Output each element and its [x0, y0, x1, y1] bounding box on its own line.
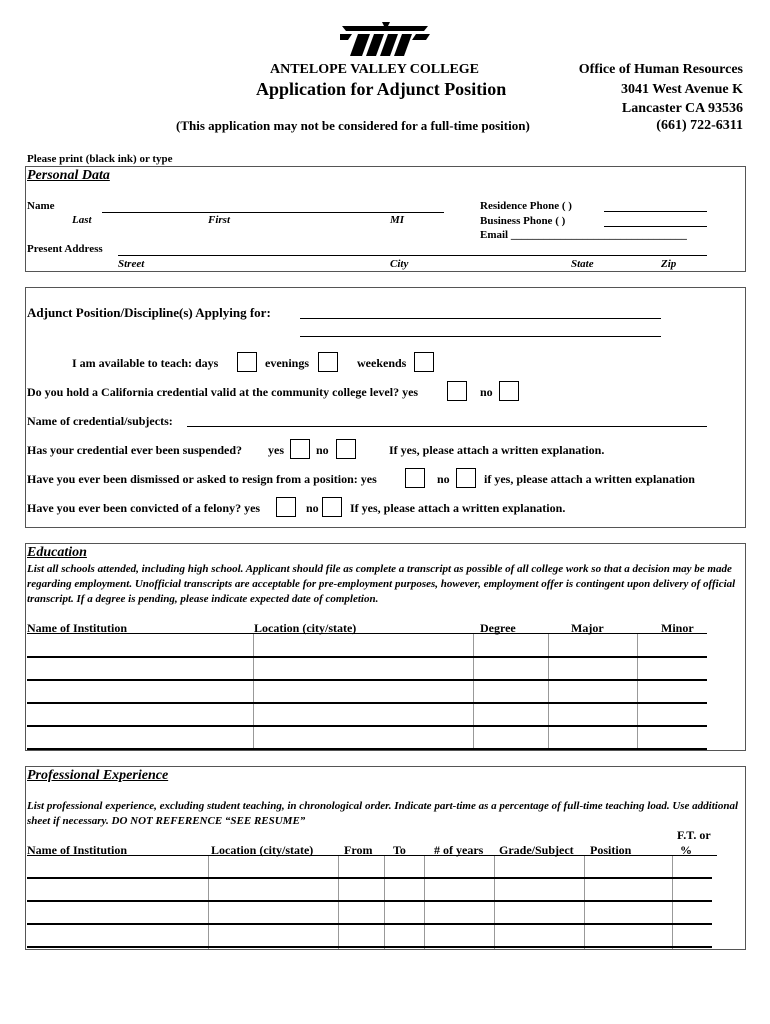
experience-title: Professional Experience	[27, 768, 169, 783]
exp-col-divider	[384, 856, 385, 949]
education-title: Education	[27, 545, 87, 560]
education-note: List all schools attended, including high school. Applicant should file as complete a transcript as possible of all college work so that a decision may be made regarding employment. Unofficial transcripts are acceptable for pre-employment purposes, however, employment offer is contingent upon delivery of official transcript. If a degree is pending, please indicate expected date of completion.	[27, 563, 736, 605]
suspended-no-label: no	[316, 443, 329, 457]
exp-col-position: Position	[590, 843, 632, 857]
exp-col-divider	[208, 856, 209, 949]
exp-col-divider	[424, 856, 425, 949]
edu-col-minor: Minor	[661, 621, 694, 635]
table-row[interactable]	[27, 702, 707, 704]
exp-col-grade: Grade/Subject	[499, 843, 574, 857]
experience-note: List professional experience, excluding student teaching, in chronological order. Indicate part-time as a percentage of full-time teaching load. Use additional sheet if necessary. DO NOT REFERENCE “SEE RESUME”	[27, 800, 739, 827]
table-row[interactable]	[27, 946, 712, 948]
suspended-no-checkbox[interactable]	[336, 439, 356, 459]
middle-initial-label: MI	[390, 214, 405, 226]
dismissed-yes-checkbox[interactable]	[405, 468, 425, 488]
form-title: Application for Adjunct Position	[256, 79, 507, 99]
edu-col-institution: Name of Institution	[27, 621, 128, 635]
position-section	[25, 287, 746, 528]
college-name: ANTELOPE VALLEY COLLEGE	[270, 62, 480, 77]
table-row[interactable]	[27, 923, 712, 925]
edu-col-location: Location (city/state)	[254, 621, 357, 635]
edu-col-degree: Degree	[480, 621, 516, 635]
exp-col-institution: Name of Institution	[27, 843, 128, 857]
business-phone-label: Business Phone ( )	[480, 215, 566, 227]
suspended-note: If yes, please attach a written explanation.	[389, 443, 605, 457]
edu-col-divider	[473, 634, 474, 750]
exp-col-divider	[584, 856, 585, 949]
office-street: 3041 West Avenue K	[621, 82, 743, 97]
edu-col-divider	[548, 634, 549, 750]
email-label: Email ________________________________	[480, 229, 687, 241]
felony-no-checkbox[interactable]	[322, 497, 342, 517]
exp-header-rule	[27, 855, 717, 856]
dismissed-no-label: no	[437, 472, 450, 486]
felony-no-label: no	[306, 501, 319, 515]
exp-col-years: # of years	[434, 843, 484, 857]
dismissed-no-checkbox[interactable]	[456, 468, 476, 488]
last-name-label: Last	[72, 214, 92, 226]
college-logo	[338, 22, 432, 60]
street-label: Street	[118, 258, 145, 270]
table-row[interactable]	[27, 748, 707, 750]
residence-phone-label: Residence Phone ( )	[480, 200, 572, 212]
applying-for-field-2[interactable]	[300, 336, 661, 337]
applying-for-label: Adjunct Position/Discipline(s) Applying for:	[27, 305, 271, 320]
print-instruction: Please print (black ink) or type	[27, 153, 173, 165]
credential-name-label: Name of credential/subjects:	[27, 414, 173, 428]
evenings-checkbox[interactable]	[318, 352, 338, 372]
exp-col-divider	[672, 856, 673, 949]
felony-question: Have you ever been convicted of a felony? yes	[27, 501, 261, 515]
form-subtitle: (This application may not be considered for a full-time position)	[176, 118, 530, 133]
dismissed-question: Have you ever been dismissed or asked to resign from a position: yes	[27, 472, 377, 486]
credential-no-checkbox[interactable]	[499, 381, 519, 401]
office-phone: (661) 722-6311	[656, 118, 743, 133]
weekends-label: weekends	[357, 356, 407, 370]
office-name: Office of Human Resources	[578, 62, 743, 77]
city-label: City	[390, 258, 409, 270]
exp-col-divider	[338, 856, 339, 949]
percent-label: %	[680, 843, 692, 857]
days-checkbox[interactable]	[237, 352, 257, 372]
exp-col-divider	[494, 856, 495, 949]
felony-note: If yes, please attach a written explanation.	[350, 501, 566, 515]
table-row[interactable]	[27, 900, 712, 902]
exp-col-to: To	[393, 843, 406, 857]
credential-name-field[interactable]	[187, 426, 707, 427]
address-label: Present Address	[27, 243, 103, 255]
edu-col-divider	[637, 634, 638, 750]
credential-yes-checkbox[interactable]	[447, 381, 467, 401]
address-field[interactable]	[118, 255, 707, 256]
edu-header-rule	[27, 633, 707, 634]
evenings-label: evenings	[265, 356, 310, 370]
exp-col-location: Location (city/state)	[211, 843, 314, 857]
credential-no-label: no	[480, 385, 493, 399]
applying-for-field[interactable]	[300, 318, 661, 319]
suspended-yes-label: yes	[268, 443, 284, 457]
zip-label: Zip	[661, 258, 677, 270]
suspended-question: Has your credential ever been suspended?	[27, 443, 243, 457]
table-row[interactable]	[27, 656, 707, 658]
name-field[interactable]	[102, 212, 444, 213]
dismissed-note: if yes, please attach a written explanation	[484, 472, 695, 486]
edu-col-major: Major	[571, 621, 604, 635]
felony-yes-checkbox[interactable]	[276, 497, 296, 517]
exp-col-from: From	[344, 843, 373, 857]
credential-question: Do you hold a California credential valid at the community college level? yes	[27, 385, 419, 399]
residence-phone-field[interactable]	[604, 211, 707, 212]
availability-label: I am available to teach: days	[72, 356, 219, 370]
first-name-label: First	[208, 214, 231, 226]
personal-data-title: Personal Data	[27, 168, 110, 183]
weekends-checkbox[interactable]	[414, 352, 434, 372]
business-phone-field[interactable]	[604, 226, 707, 227]
edu-col-divider	[253, 634, 254, 750]
ft-label: F.T. or	[677, 828, 711, 842]
table-row[interactable]	[27, 877, 712, 879]
table-row[interactable]	[27, 725, 707, 727]
state-label: State	[571, 258, 594, 270]
name-label: Name	[27, 200, 55, 212]
office-city: Lancaster CA 93536	[621, 101, 743, 116]
suspended-yes-checkbox[interactable]	[290, 439, 310, 459]
personal-data-section	[25, 166, 746, 272]
table-row[interactable]	[27, 679, 707, 681]
